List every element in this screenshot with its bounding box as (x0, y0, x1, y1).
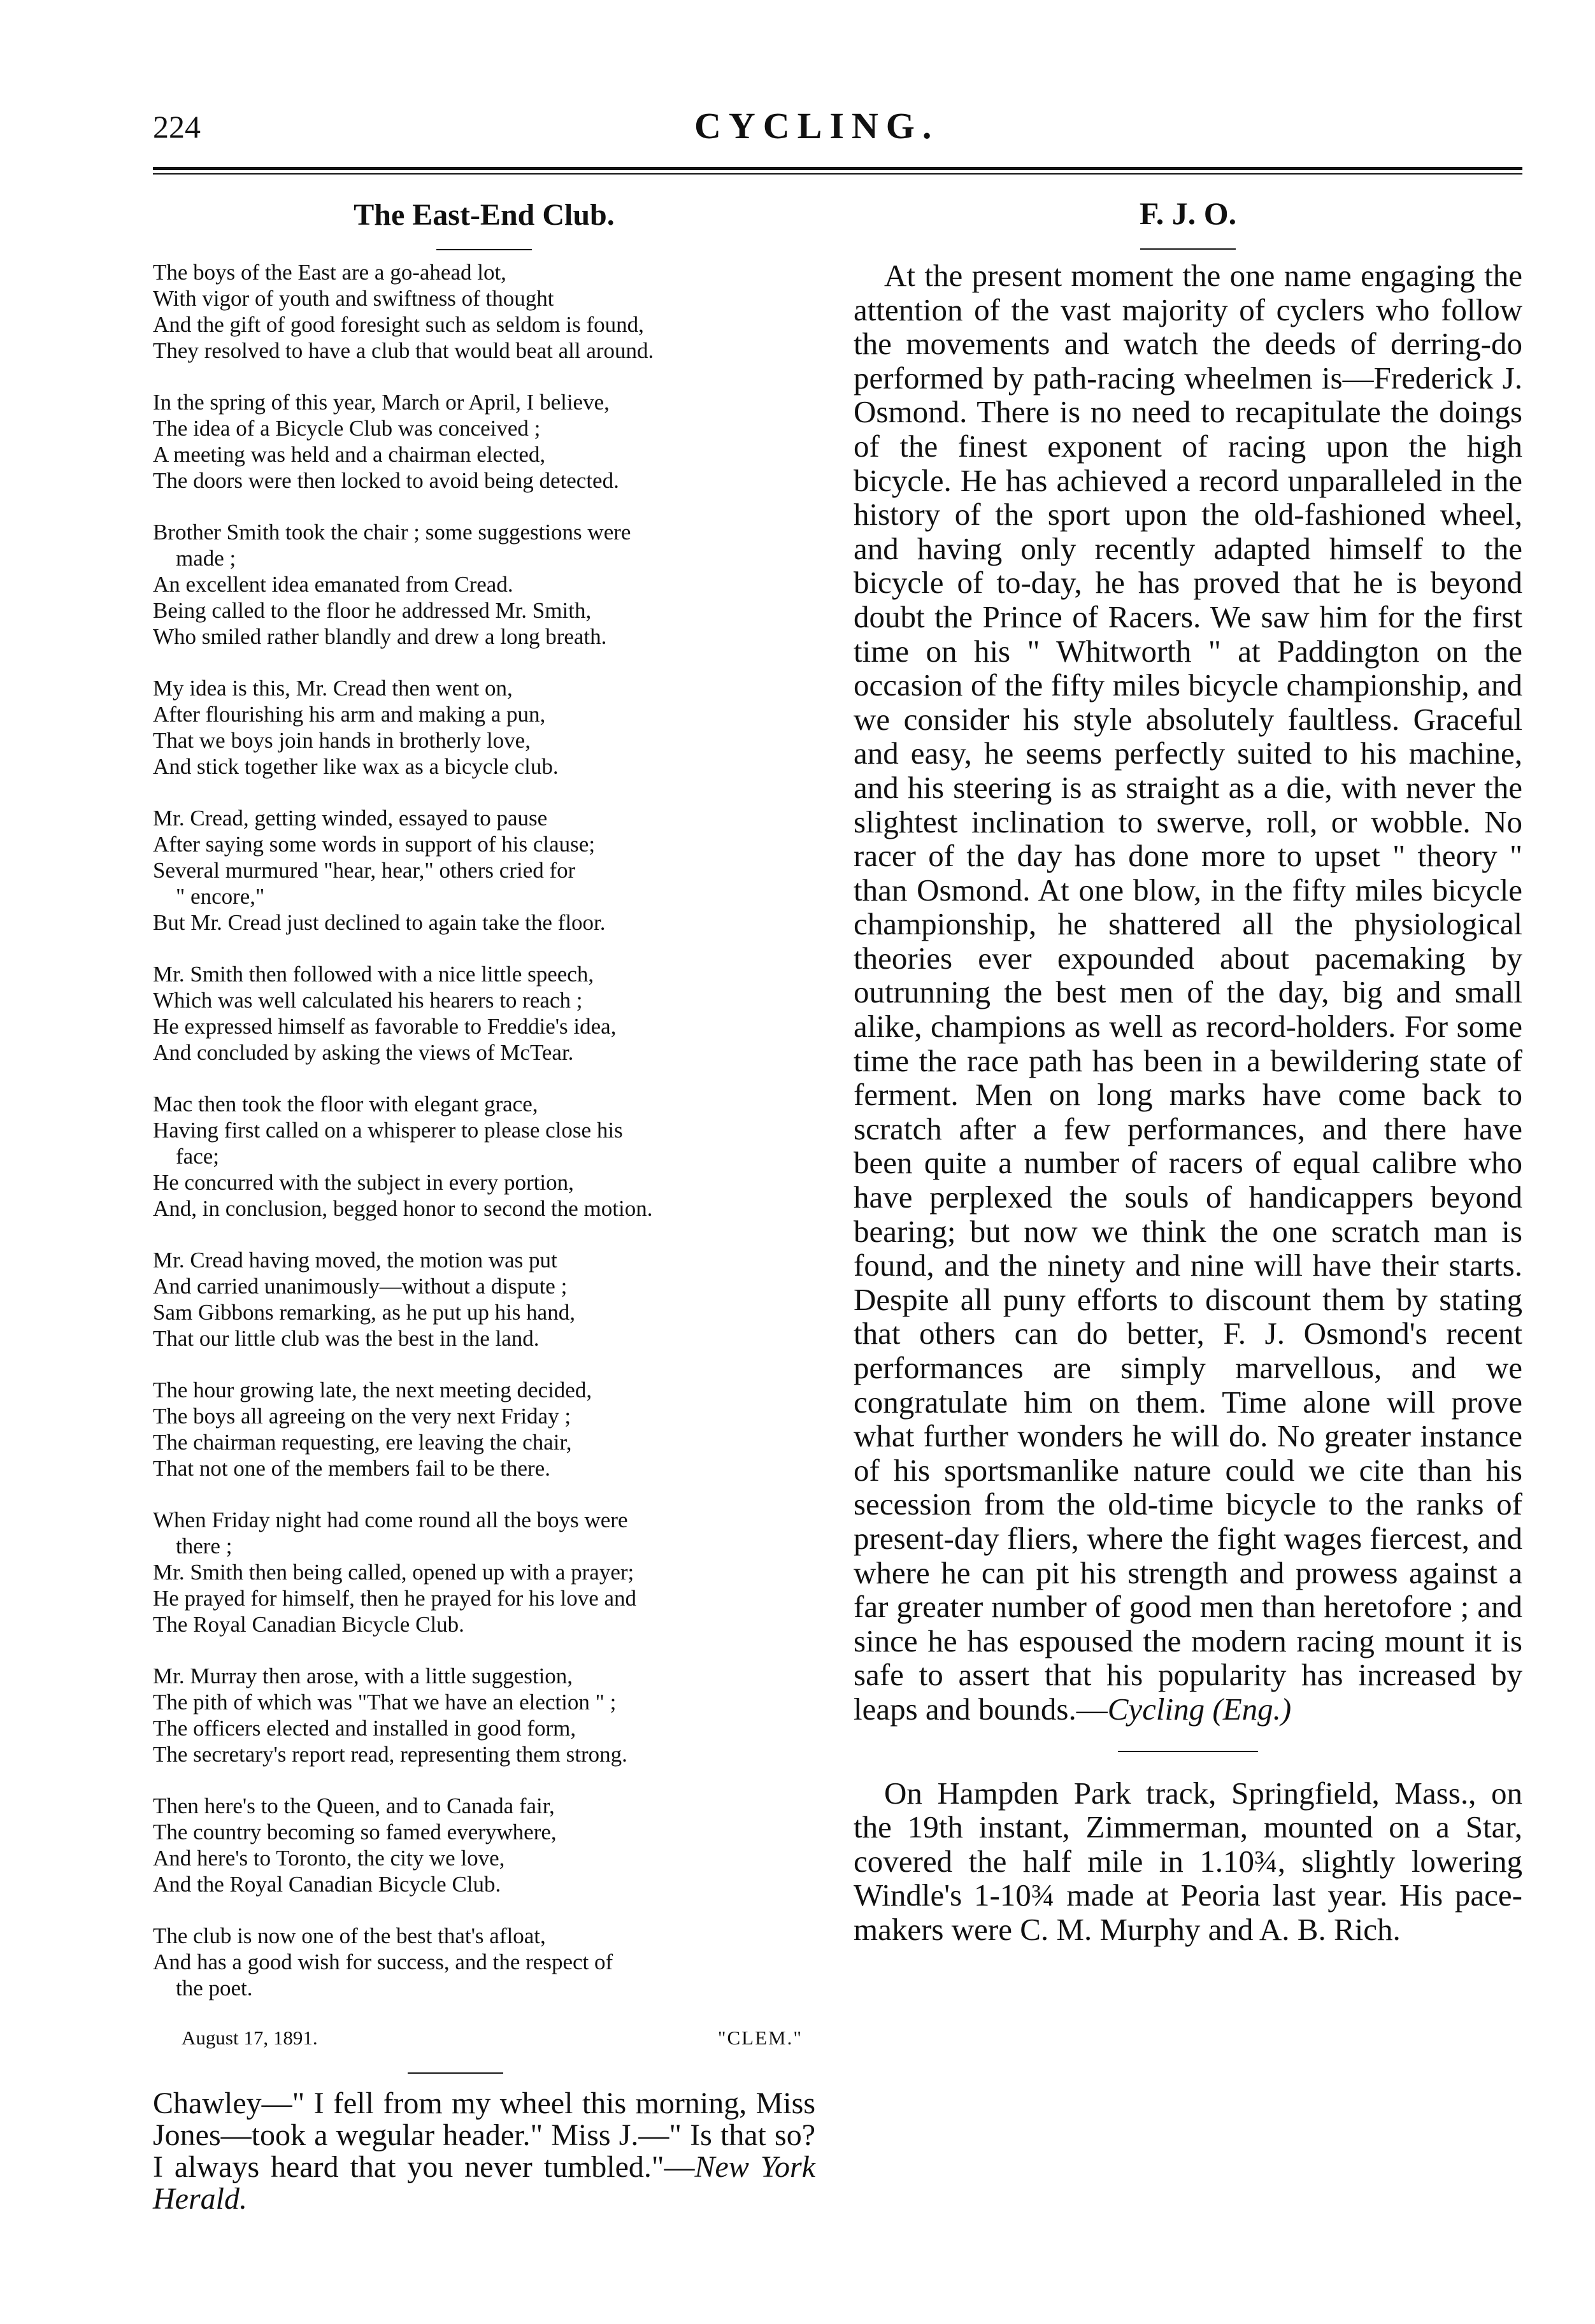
poem-line: That not one of the members fail to be there. (153, 1456, 550, 1481)
poem-line: Who smiled rather blandly and drew a long breath. (153, 624, 607, 649)
poem-line: He concurred with the subject in every portion, (153, 1170, 574, 1195)
poem-line: And here's to Toronto, the city we love, (153, 1846, 505, 1871)
poem-line: Then here's to the Queen, and to Canada fair, (153, 1793, 555, 1818)
poem-line: face; (176, 1144, 219, 1169)
poem-line: The officers elected and installed in good form, (153, 1716, 576, 1741)
poem-signature: "CLEM." (717, 2027, 803, 2049)
section-rule-right (1118, 1751, 1258, 1752)
header-rule (153, 167, 1522, 170)
poem-line: An excellent idea emanated from Cread. (153, 572, 513, 597)
joke-paragraph (153, 2088, 815, 2215)
page-header (153, 96, 1522, 146)
poem-line: That our little club was the best in the land. (153, 1326, 540, 1351)
poem-line: And stick together like wax as a bicycle club. (153, 754, 559, 779)
poem-line: The Royal Canadian Bicycle Club. (153, 1612, 464, 1637)
poem-line: the poet. (176, 1976, 253, 2000)
poem-line: The club is now one of the best that's afloat, (153, 1923, 546, 1948)
poem-line: The doors were then locked to avoid being detected. (153, 468, 619, 493)
poem-stanza (153, 1377, 815, 1481)
poem-line: Mr. Cread, getting winded, essayed to pause (153, 806, 548, 831)
poem-line: Mr. Murray then arose, with a little suggestion, (153, 1664, 573, 1688)
left-column (153, 191, 815, 2215)
poem-line: When Friday night had come round all the boys were (153, 1508, 628, 1532)
poem-body (153, 259, 815, 2001)
poem-stanza (153, 805, 815, 936)
poem-line: " encore," (176, 884, 265, 909)
poem-line: The chairman requesting, ere leaving the chair, (153, 1430, 572, 1455)
title-rule (436, 249, 532, 250)
poem-line: there ; (176, 1534, 232, 1558)
poem-signoff (153, 2027, 815, 2050)
poem-line: He prayed for himself, then he prayed for his love and (153, 1586, 637, 1611)
poem-stanza (153, 389, 815, 494)
poem-line: That we boys join hands in brotherly love, (153, 728, 531, 753)
poem-stanza (153, 1663, 815, 1767)
article-title: F. J. O. (1139, 196, 1237, 231)
joke-text: Chawley—" I fell from my wheel this morning, Miss Jones—took a wegular header." Miss J.—" Is that so? I always heard that you never tumbled."— (153, 2086, 815, 2184)
poem-stanza (153, 259, 815, 364)
poem-line: Mr. Cread having moved, the motion was put (153, 1248, 557, 1272)
article-text: At the present moment the one name engaging the attention of the vast majority of cyclers who follow the movements and watch the deeds of derring-do performed by path-racing wheelmen is—Frederick J. Osmond. There is no need to recapitulate the doings of the finest exponent of racing upon the high bicycle. He has achieved a record unparalleled in the history of the sport upon the old-fashioned wheel, and having only recently adapted himself to the bicycle of to-day, he has proved that he is beyond doubt the Prince of Racers. We saw him for the first time on his " Whitworth " at Paddington on the occasion of the fifty miles bicycle championship, and we consider his style absolutely faultless. Graceful and easy, he seems perfectly suited to his machine, and his steering is as straight as a die, with never the slightest inclination to swerve, roll, or wobble. No racer of the day has done more to upset " theory " than Osmond. At one blow, in the fifty miles bicycle championship, he shattered all the physiological theories ever expounded about pacemaking by outrunning the best men of the day, big and small alike, champions as well as record-holders. For some time the race path has been in a bewildering state of ferment. Men on long marks have come back to scratch after a few performances, and there have been quite a number of racers of equal calibre who have perplexed the souls of handicappers beyond bearing; but now we think the one scratch man is found, and the ninety and nine will have their starts. Despite all puny efforts to discount them by stating that others can do better, F. J. Osmond's recent performances are simply marvellous, and we congratulate him on them. Time alone will prove what further wonders he will do. No greater instance of his sportsmanlike nature could we cite than his secession from the old-time bicycle to the ranks of present-day fliers, where the fight wages fiercest, and where he can pit his strength and prowess against a far greater number of good men than heretofore ; and since he has espoused the modern racing mount it is safe to assert that his popularity has increased by leaps and bounds.— (854, 258, 1522, 1727)
poem-line: He expressed himself as favorable to Freddie's idea, (153, 1014, 617, 1039)
poem-line: And the Royal Canadian Bicycle Club. (153, 1872, 501, 1897)
poem-stanza (153, 1507, 815, 1637)
article-title-rule (1140, 248, 1236, 250)
page-number: 224 (153, 109, 201, 145)
article-body (854, 259, 1522, 1727)
poem-stanza (153, 519, 815, 650)
poem-line: The pith of which was "That we have an election " ; (153, 1690, 617, 1714)
poem-line: Being called to the floor he addressed Mr. Smith, (153, 598, 592, 623)
poem-line: Having first called on a whisperer to please close his (153, 1118, 623, 1143)
poem-line: And, in conclusion, begged honor to second the motion. (153, 1196, 653, 1221)
joke-source: New York Herald. (153, 2150, 816, 2216)
poem-line: In the spring of this year, March or April, I believe, (153, 390, 610, 415)
poem-stanza (153, 1247, 815, 1351)
news-paragraph: On Hampden Park track, Springfield, Mass., on the 19th instant, Zimmerman, mounted on a Star, covered the half mile in 1.10¾, slightly lowering Windle's 1-10¾ made at Peoria last year. His pace-makers were C. M. Murphy and A. B. Rich. (854, 1775, 1522, 1947)
article-source: Cycling (Eng.) (1107, 1691, 1292, 1727)
poem-line: And concluded by asking the views of McTear. (153, 1040, 574, 1065)
poem-title: The East-End Club. (354, 198, 615, 232)
poem-stanza (153, 961, 815, 1066)
poem-line: And has a good wish for success, and the respect of (153, 1950, 613, 1974)
poem-line: A meeting was held and a chairman elected, (153, 442, 546, 467)
poem-line: Brother Smith took the chair ; some suggestions were (153, 520, 631, 545)
poem-line: But Mr. Cread just declined to again take the floor. (153, 910, 606, 935)
poem-line: And carried unanimously—without a dispute ; (153, 1274, 568, 1299)
poem-line: Several murmured "hear, hear," others cried for (153, 858, 576, 883)
poem-stanza (153, 1793, 815, 1897)
poem-line: Mac then took the floor with elegant grace, (153, 1092, 538, 1116)
poem-line: Which was well calculated his hearers to reach ; (153, 988, 583, 1013)
poem-line: The boys of the East are a go-ahead lot, (153, 260, 506, 285)
magazine-title: CYCLING. (694, 105, 940, 146)
header-rule-thin (153, 173, 1522, 175)
poem-line: The hour growing late, the next meeting decided, (153, 1378, 592, 1402)
right-column (854, 191, 1522, 1947)
poem-line: The secretary's report read, representing them strong. (153, 1742, 627, 1767)
poem-line: Mr. Smith then followed with a nice little speech, (153, 962, 594, 987)
section-rule (408, 2072, 503, 2074)
poem-line: Sam Gibbons remarking, as he put up his hand, (153, 1300, 575, 1325)
poem-line: They resolved to have a club that would beat all around. (153, 338, 654, 363)
poem-line: After saying some words in support of his clause; (153, 832, 596, 857)
poem-line: made ; (176, 546, 236, 571)
poem-stanza (153, 675, 815, 780)
poem-line: The country becoming so famed everywhere, (153, 1820, 557, 1844)
poem-line: My idea is this, Mr. Cread then went on, (153, 676, 513, 701)
poem-line: And the gift of good foresight such as seldom is found, (153, 312, 644, 337)
poem-line: Mr. Smith then being called, opened up with a prayer; (153, 1560, 634, 1585)
poem-line: The boys all agreeing on the very next Friday ; (153, 1404, 571, 1429)
poem-stanza (153, 1923, 815, 2001)
poem-line: After flourishing his arm and making a pun, (153, 702, 546, 727)
poem-line: With vigor of youth and swiftness of thought (153, 286, 554, 311)
poem-date: August 17, 1891. (182, 2027, 318, 2049)
poem-line: The idea of a Bicycle Club was conceived ; (153, 416, 541, 441)
poem-stanza (153, 1091, 815, 1222)
